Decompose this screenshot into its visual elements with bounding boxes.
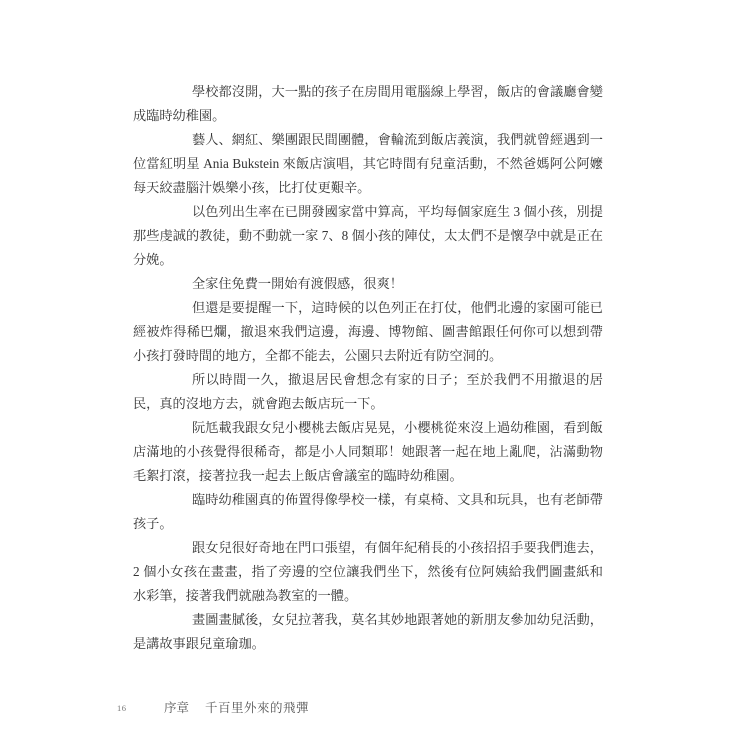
paragraph: 以色列出生率在已開發國家當中算高，平均每個家庭生 3 個小孩，別提那些虔誠的教徒，動不動就一家 7、8 個小孩的陣仗，太太們不是懷孕中就是正在分娩。 — [133, 204, 603, 267]
text-block — [133, 80, 603, 656]
chapter-label: 序章 — [164, 701, 190, 715]
paragraph: 跟女兒很好奇地在門口張望，有個年紀稍長的小孩招招手要我們進去，2 個小女孩在畫畫，指了旁邊的空位讓我們坐下，然後有位阿姨給我們圖畫紙和水彩筆，接著我們就融為教室的一體。 — [133, 540, 603, 603]
chapter-title: 千百里外來的飛彈 — [205, 701, 310, 715]
paragraph: 臨時幼稚園真的佈置得像學校一樣，有桌椅、文具和玩具，也有老師帶孩子。 — [133, 492, 603, 531]
paragraph: 阮尪載我跟女兒小櫻桃去飯店晃晃，小櫻桃從來沒上過幼稚園，看到飯店滿地的小孩覺得很稀奇，都是小人同類耶！她跟著一起在地上亂爬，沾滿動物毛絮打滾，接著拉我一起去上飯店會議室的臨時幼稚園。 — [133, 420, 603, 483]
paragraph: 學校都沒開，大一點的孩子在房間用電腦線上學習，飯店的會議廳會變成臨時幼稚園。 — [133, 84, 603, 123]
paragraph: 全家住免費一開始有渡假感，很爽！ — [192, 276, 403, 291]
paragraph: 但還是要提醒一下，這時候的以色列正在打仗，他們北邊的家園可能已經被炸得稀巴爛，撤退來我們這邊，海邊、博物館、圖書館跟任何你可以想到帶小孩打發時間的地方，全都不能去，公園只去附近有防空洞的。 — [133, 300, 603, 363]
paragraph: 畫圖畫膩後，女兒拉著我，莫名其妙地跟著她的新朋友參加幼兒活動，是講故事跟兒童瑜珈。 — [133, 612, 603, 651]
page-footer — [0, 698, 750, 718]
page-number: 16 — [117, 703, 127, 713]
paragraph: 藝人、網紅、樂團跟民間團體，會輪流到飯店義演，我們就曾經遇到一位當紅明星 Ania Bukstein 來飯店演唱，其它時間有兒童活動，不然爸媽阿公阿嬤每天絞盡腦汁娛樂小孩，比打仗更艱辛。 — [133, 132, 603, 195]
paragraph: 所以時間一久，撤退居民會想念有家的日子；至於我們不用撤退的居民，真的沒地方去，就會跑去飯店玩一下。 — [133, 372, 603, 411]
